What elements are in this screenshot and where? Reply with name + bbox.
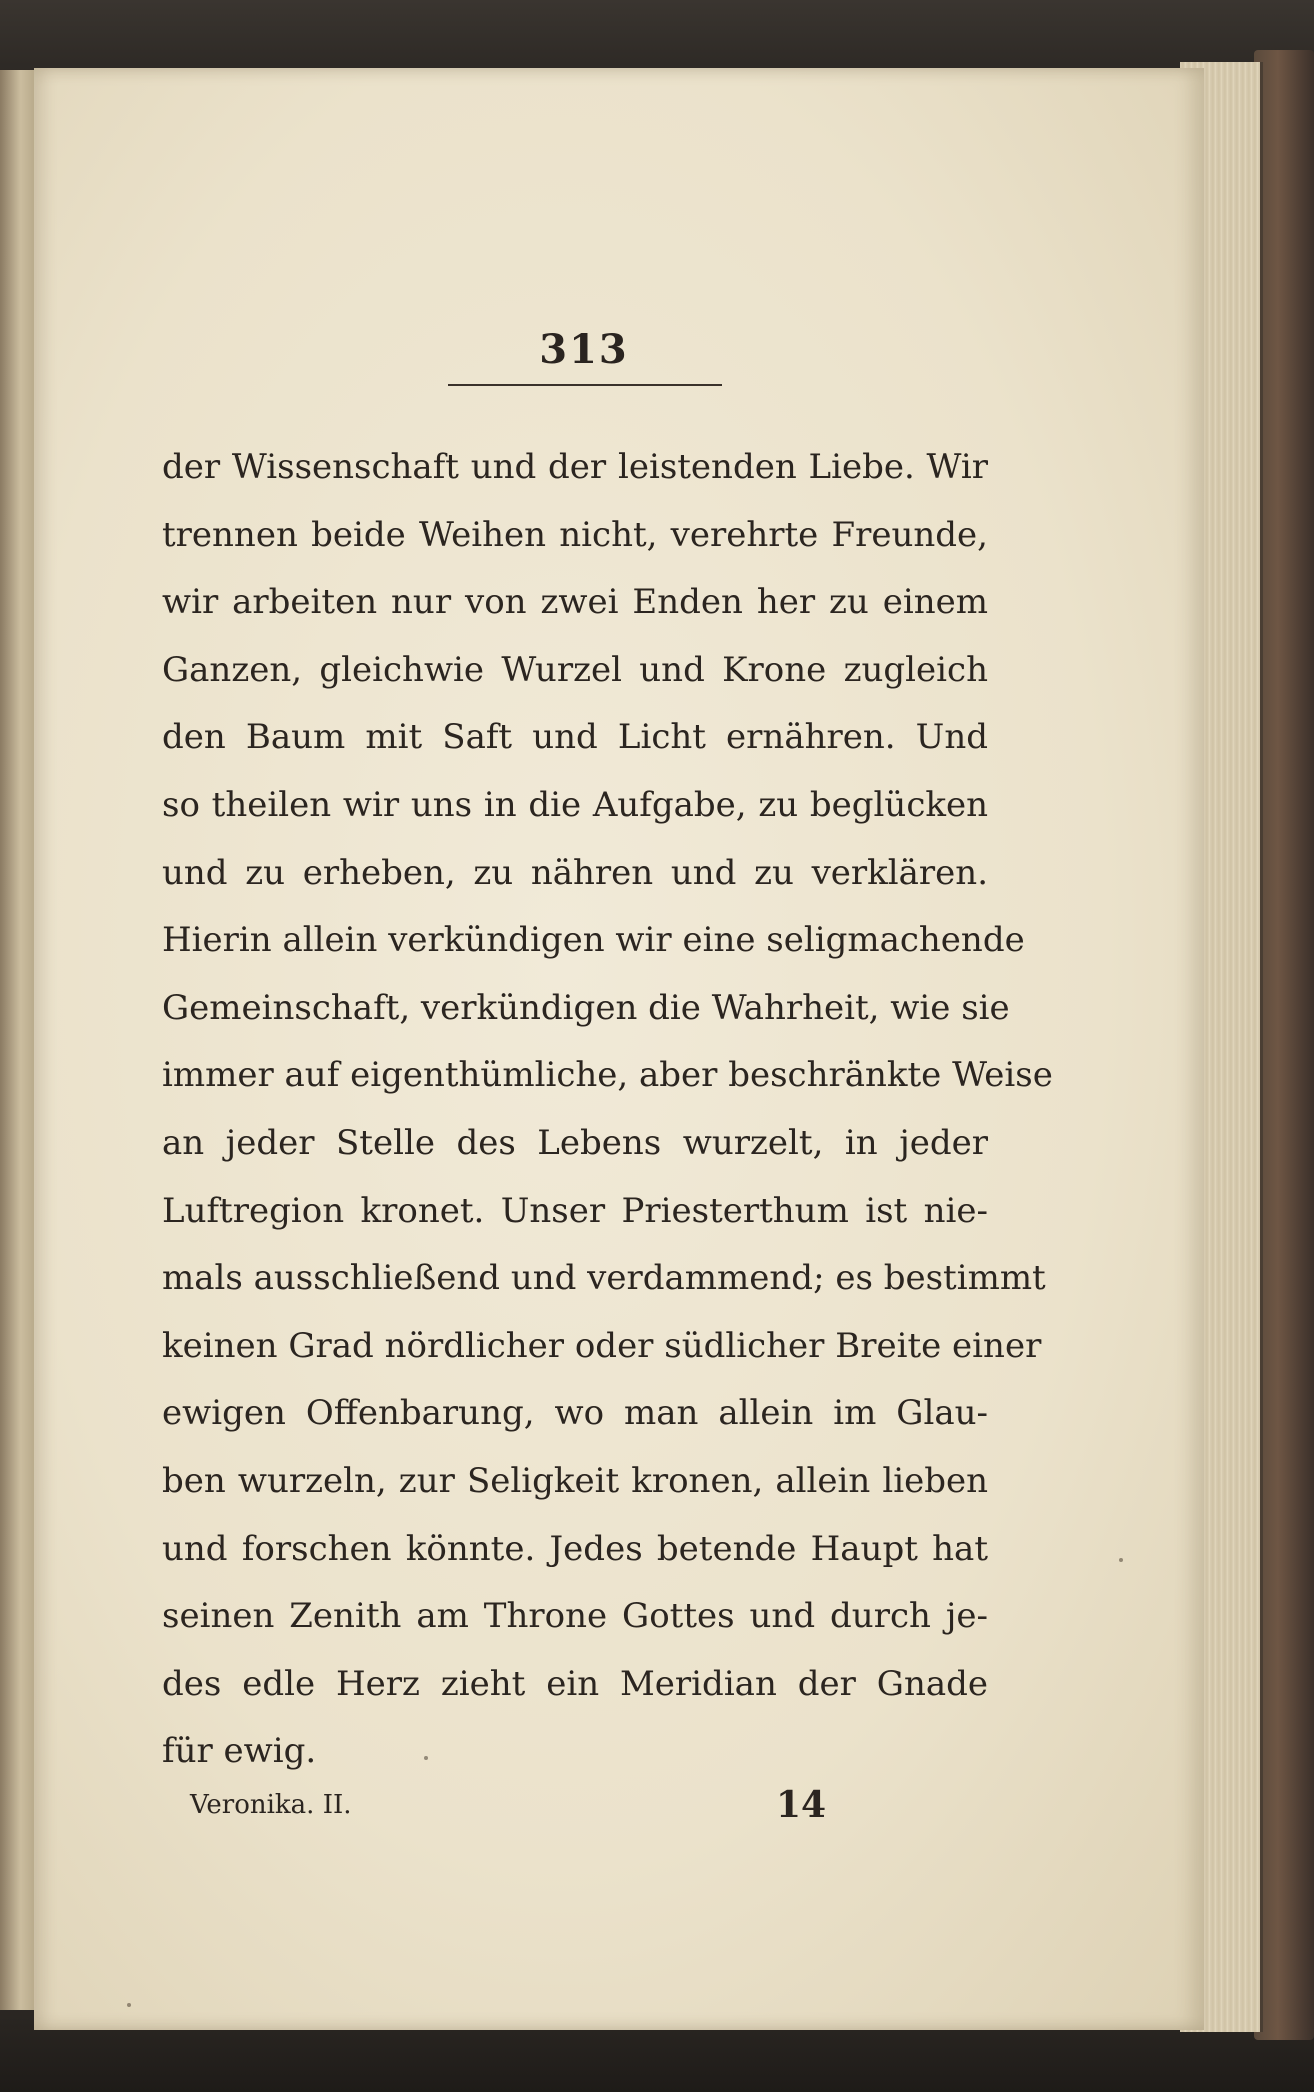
text-line: keinen Grad nördlicher oder südlicher Breite einer <box>162 1325 1042 1366</box>
sheet-number: 14 <box>776 1784 827 1826</box>
text-line: für ewig. <box>162 1731 317 1772</box>
paper-speck <box>424 1756 428 1760</box>
header-rule <box>448 384 722 386</box>
text-line: des edle Herz zieht ein Meridian der Gnade <box>162 1663 988 1704</box>
book-page <box>34 68 1204 2030</box>
text-line: Ganzen, gleichwie Wurzel und Krone zugleich <box>162 649 988 690</box>
text-line: mals ausschließend und verdammend; es bestimmt <box>162 1258 1046 1299</box>
body-text <box>162 434 1053 1786</box>
text-line: Gemeinschaft, verkündigen die Wahrheit, wie sie <box>162 987 1010 1028</box>
book-cover-edge <box>1254 50 1314 2040</box>
text-line: der Wissenschaft und der leistenden Liebe. Wir <box>162 447 988 487</box>
paper-speck <box>1119 1558 1123 1562</box>
text-line: und zu erheben, zu nähren und zu verklären. <box>162 852 988 893</box>
text-line: so theilen wir uns in die Aufgabe, zu beglücken <box>162 784 988 825</box>
text-line: Luftregion kronet. Unser Priesterthum ist nie- <box>162 1190 988 1231</box>
text-line: seinen Zenith am Throne Gottes und durch je- <box>162 1596 988 1637</box>
page-number: 313 <box>539 326 629 373</box>
text-line: trennen beide Weihen nicht, verehrte Freunde, <box>162 514 988 555</box>
text-line: und forschen könnte. Jedes betende Haupt hat <box>162 1528 988 1569</box>
text-line: immer auf eigenthümliche, aber beschränkte Weise <box>162 1055 1053 1096</box>
text-line: ewigen Offenbarung, wo man allein im Glau- <box>162 1393 988 1434</box>
text-line: ben wurzeln, zur Seligkeit kronen, allein lieben <box>162 1460 988 1501</box>
paper-speck <box>127 2003 131 2007</box>
signature-mark: Veronika. II. <box>190 1790 352 1820</box>
text-line: an jeder Stelle des Lebens wurzelt, in jeder <box>162 1122 988 1163</box>
facing-page-edge <box>0 70 34 2010</box>
text-line: wir arbeiten nur von zwei Enden her zu einem <box>162 582 988 623</box>
text-line: Hierin allein verkündigen wir eine seligmachende <box>162 920 1025 961</box>
text-line: den Baum mit Saft und Licht ernähren. Und <box>162 717 988 758</box>
